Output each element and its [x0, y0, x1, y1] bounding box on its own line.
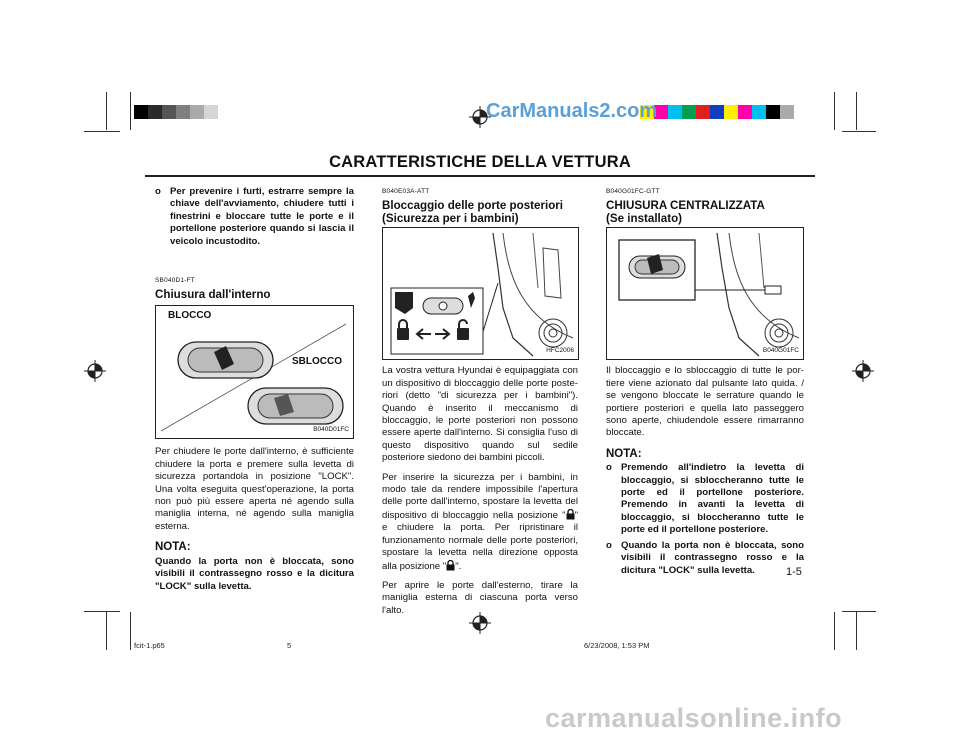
- bullet-marker: o: [606, 462, 612, 474]
- bullet-text: Per prevenire i furti, estrarre sempre la chiave dell'avviamento, chiudere tutti i finestrini e bloccare tutte le porte e il portellone posteriore quando si lascia il veicolo incustodito.: [170, 186, 354, 247]
- door-handle-illustration: [156, 306, 353, 438]
- color-swatch: [190, 105, 204, 119]
- column-3: [606, 186, 804, 580]
- body-text: Per chiudere le porte dall'interno, è sufficiente chiudere la porta e premere sulla levetta di sicurezza portandola in posizione "LOCK". Una volta eseguita quest'operazione, la porta non può più essere aperta né agendo sulla maniglia interna, né agendo sulla maniglia esterna.: [155, 446, 354, 532]
- figure-door-handle-lock: [155, 305, 354, 439]
- figure-code: HFC2006: [546, 347, 574, 354]
- figure-child-safety-lock: [382, 227, 579, 360]
- nota-item-text: Premendo all'indietro la levetta di bloccaggio, si sbloccheranno tutte le porte ed il portellone posteriore. Premendo in avanti la levetta di bloccaggio, si bloccheranno tutte le porte ed il portellone posteriore.: [621, 462, 804, 536]
- label-unlock: SBLOCCO: [292, 356, 342, 368]
- nota-text: Quando la porta non è bloccata, sono visibili il contrassegno rosso e la dicitura "LOCK" sulla levetta.: [155, 555, 354, 592]
- heading-line-1: CHIUSURA CENTRALIZZATA: [606, 199, 765, 213]
- watermark-top: CarManuals2.com: [486, 100, 658, 122]
- body-text: Per aprire le porte dall'esterno, tirare la maniglia esterna di ciascuna porta verso l'alto.: [382, 579, 578, 616]
- section-heading: Chiusura dall'interno: [155, 288, 271, 302]
- color-swatch: [148, 105, 162, 119]
- crop-mark: [842, 131, 876, 132]
- text-fragment: Per inserire la sicurezza per i bambini, in modo tale da rendere impossibile l'apertura delle porte dall'interno, spostare la levetta del dispositivo di bloccaggio nella posizione ": [382, 471, 578, 521]
- nota-title: NOTA:: [606, 447, 642, 460]
- color-swatch: [696, 105, 710, 119]
- page-number: 1-5: [786, 566, 802, 578]
- text-fragment: ".: [455, 560, 462, 572]
- crop-mark: [856, 92, 857, 130]
- heading-line-1: Bloccaggio delle porte posteriori: [382, 199, 564, 213]
- section-heading: [606, 199, 804, 225]
- figure-central-locking: [606, 227, 804, 360]
- rear-door-illustration: [383, 228, 578, 359]
- color-swatch: [668, 105, 682, 119]
- registration-target-icon: [852, 360, 874, 382]
- crop-mark: [130, 612, 131, 650]
- nota-item: [606, 540, 804, 577]
- figure-code: B040D01FC: [313, 426, 349, 434]
- nota-title: NOTA:: [155, 541, 191, 554]
- door-illustration: [607, 228, 803, 359]
- color-swatch: [766, 105, 780, 119]
- color-swatch: [204, 105, 218, 119]
- section-code: B040E03A-ATT: [382, 188, 430, 195]
- lock-icon: [566, 509, 575, 520]
- color-swatch: [162, 105, 176, 119]
- crop-mark: [856, 612, 857, 650]
- text-fragment: " e chiudere la porta. Per ripristinare il funzionamento normale delle porte posteriori, spostare la levetta nella direzione opposta alla posizione ": [382, 509, 578, 572]
- color-swatch: [752, 105, 766, 119]
- color-swatch: [710, 105, 724, 119]
- heading-line-2: (Sicurezza per i bambini): [382, 212, 519, 226]
- footer-datetime: 6/23/2008, 1:53 PM: [584, 641, 650, 650]
- heading-line-2: (Se installato): [606, 212, 683, 226]
- crop-mark: [834, 612, 835, 650]
- color-swatch: [794, 105, 808, 119]
- watermark-bottom: carmanualsonline.info: [545, 703, 843, 733]
- figure-code: B040G01FC: [762, 347, 799, 354]
- crop-mark: [834, 92, 835, 130]
- color-swatch: [682, 105, 696, 119]
- column-1: [155, 186, 354, 593]
- page-title: CARATTERISTICHE DELLA VETTURA: [329, 153, 631, 171]
- title-rule: [145, 175, 815, 177]
- crop-mark: [130, 92, 131, 130]
- body-text: La vostra vettura Hyundai è equipaggiata con un dispositivo di bloccaggio delle porte poste-riori (detto "di sicurezza per i bambini"). Quando è inserito il meccanismo di bloccaggio, le porte posteriori non possono essere aperte dall'interno. Si consiglia l'uso di questo dispositivo quando sul sedile posteriore siedono dei bambini piccoli.: [382, 365, 578, 464]
- color-swatch: [218, 105, 232, 119]
- crop-mark: [106, 612, 107, 650]
- section-code: SB040D1-FT: [155, 277, 195, 285]
- bullet-marker: o: [155, 186, 161, 197]
- label-lock: BLOCCO: [168, 310, 212, 322]
- column-2: [382, 186, 578, 624]
- section-heading: [382, 199, 578, 225]
- color-swatch: [780, 105, 794, 119]
- crop-mark: [84, 131, 120, 132]
- registration-bar-left: [134, 105, 232, 119]
- color-swatch: [134, 105, 148, 119]
- color-swatch: [738, 105, 752, 119]
- registration-target-icon: [84, 360, 106, 382]
- body-text: Il bloccaggio e lo sbloccaggio di tutte le por-tiere viene azionato dal pulsante lato quida. / se vengono bloccate le serrature quando le portiere posteriori e quella lato passeggero sono aperte, chiudendole essere rimarranno bloccate.: [606, 365, 804, 439]
- color-swatch: [724, 105, 738, 119]
- crop-mark: [842, 611, 876, 612]
- body-text-child-lock: [382, 472, 578, 573]
- nota-item: [606, 462, 804, 536]
- footer-file: fcit-1.p65: [134, 641, 165, 650]
- lock-icon: [446, 560, 455, 571]
- crop-mark: [84, 611, 120, 612]
- nota-item-text: Quando la porta non è bloccata, sono visibili il contrassegno rosso e la dicitura "LOCK" sulla levetta.: [621, 539, 804, 576]
- section-code: B040G01FC-GTT: [606, 188, 660, 195]
- color-swatch: [176, 105, 190, 119]
- bullet-item: [155, 186, 354, 248]
- crop-mark: [106, 92, 107, 130]
- footer-page: 5: [287, 641, 292, 650]
- bullet-marker: o: [606, 539, 612, 551]
- registration-bar-right: [640, 105, 808, 119]
